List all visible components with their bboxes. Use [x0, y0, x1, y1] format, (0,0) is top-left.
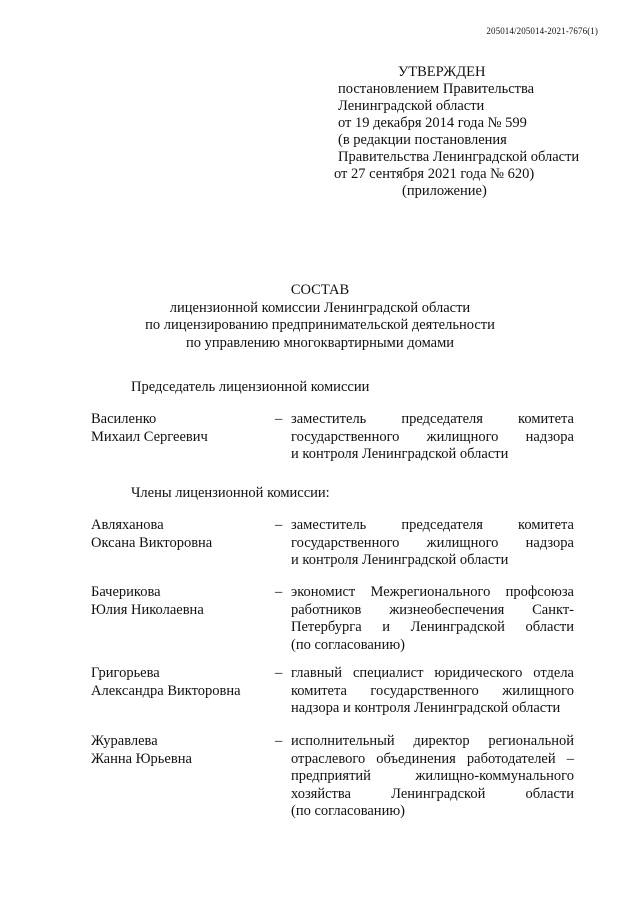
title-line: лицензионной комиссии Ленинградской области [169, 299, 471, 316]
member-name [91, 517, 276, 552]
approval-block [334, 64, 598, 200]
role-line: государственного жилищного надзора [291, 428, 574, 445]
member-name [91, 665, 276, 700]
dash: – [275, 733, 283, 749]
role-line: заместитель председателя комитета [291, 411, 574, 427]
role-line: комитета государственного жилищного [291, 682, 574, 699]
title-line: по лицензированию предпринимательской деятельности [145, 317, 495, 333]
approval-appendix: (приложение) [402, 183, 487, 199]
role-line: хозяйства Ленинградской области [291, 785, 574, 802]
role-line: (по согласованию) [291, 803, 405, 819]
approval-line: постановлением Правительства [338, 81, 535, 97]
role-line: экономист Межрегионального профсоюза [291, 584, 574, 600]
member-given-name: Жанна Юрьевна [91, 750, 192, 767]
role-line: и контроля Ленинградской области [291, 552, 509, 568]
approval-line: Ленинградской области [338, 98, 485, 114]
members-heading: Члены лицензионной комиссии: [131, 485, 330, 501]
approval-line: от 19 декабря 2014 года № 599 [338, 115, 527, 131]
member-role [291, 733, 574, 821]
dash: – [275, 517, 283, 533]
member-surname: Григорьева [91, 665, 160, 681]
approval-line: (в редакции постановления [338, 132, 507, 148]
document-code: 205014/205014-2021-7676(1) [486, 26, 598, 36]
member-given-name: Александра Викторовна [91, 682, 241, 699]
member-name [91, 411, 276, 446]
role-line: (по согласованию) [291, 636, 405, 653]
role-line: заместитель председателя комитета [291, 517, 574, 533]
dash: – [275, 665, 283, 681]
role-line: и контроля Ленинградской области [291, 446, 509, 462]
member-role [291, 584, 574, 654]
member-given-name: Юлия Николаевна [91, 601, 204, 618]
member-name [91, 584, 276, 619]
role-line: надзора и контроля Ленинградской области [291, 700, 561, 716]
member-surname: Авляханова [91, 517, 164, 533]
dash: – [275, 584, 283, 600]
member-surname: Бачерикова [91, 584, 161, 600]
member-given-name: Оксана Викторовна [91, 534, 213, 551]
role-line: главный специалист юридического отдела [291, 665, 574, 681]
role-line: государственного жилищного надзора [291, 534, 574, 551]
member-name [91, 733, 276, 768]
role-line: исполнительный директор региональной [291, 733, 574, 749]
role-line: предприятий жилищно-коммунального [291, 768, 574, 784]
title-heading: СОСТАВ [290, 282, 350, 298]
member-role [291, 665, 574, 718]
chair-heading: Председатель лицензионной комиссии [131, 379, 370, 395]
role-line: работников жизнеобеспечения Санкт- [291, 601, 574, 618]
member-surname: Василенко [91, 411, 157, 427]
approval-title: УТВЕРЖДЕН [398, 64, 486, 80]
member-given-name: Михаил Сергеевич [91, 428, 208, 445]
document-title [0, 282, 640, 352]
role-line: отраслевого объединения работодателей – [291, 750, 574, 767]
member-role [291, 517, 574, 570]
member-surname: Журавлева [91, 733, 158, 749]
title-line: по управлению многоквартирными домами [185, 334, 455, 351]
dash: – [275, 411, 283, 427]
role-line: Петербурга и Ленинградской области [291, 619, 574, 635]
approval-line: от 27 сентября 2021 года № 620) [334, 166, 535, 182]
member-role [291, 411, 574, 464]
approval-line: Правительства Ленинградской области [338, 149, 580, 165]
